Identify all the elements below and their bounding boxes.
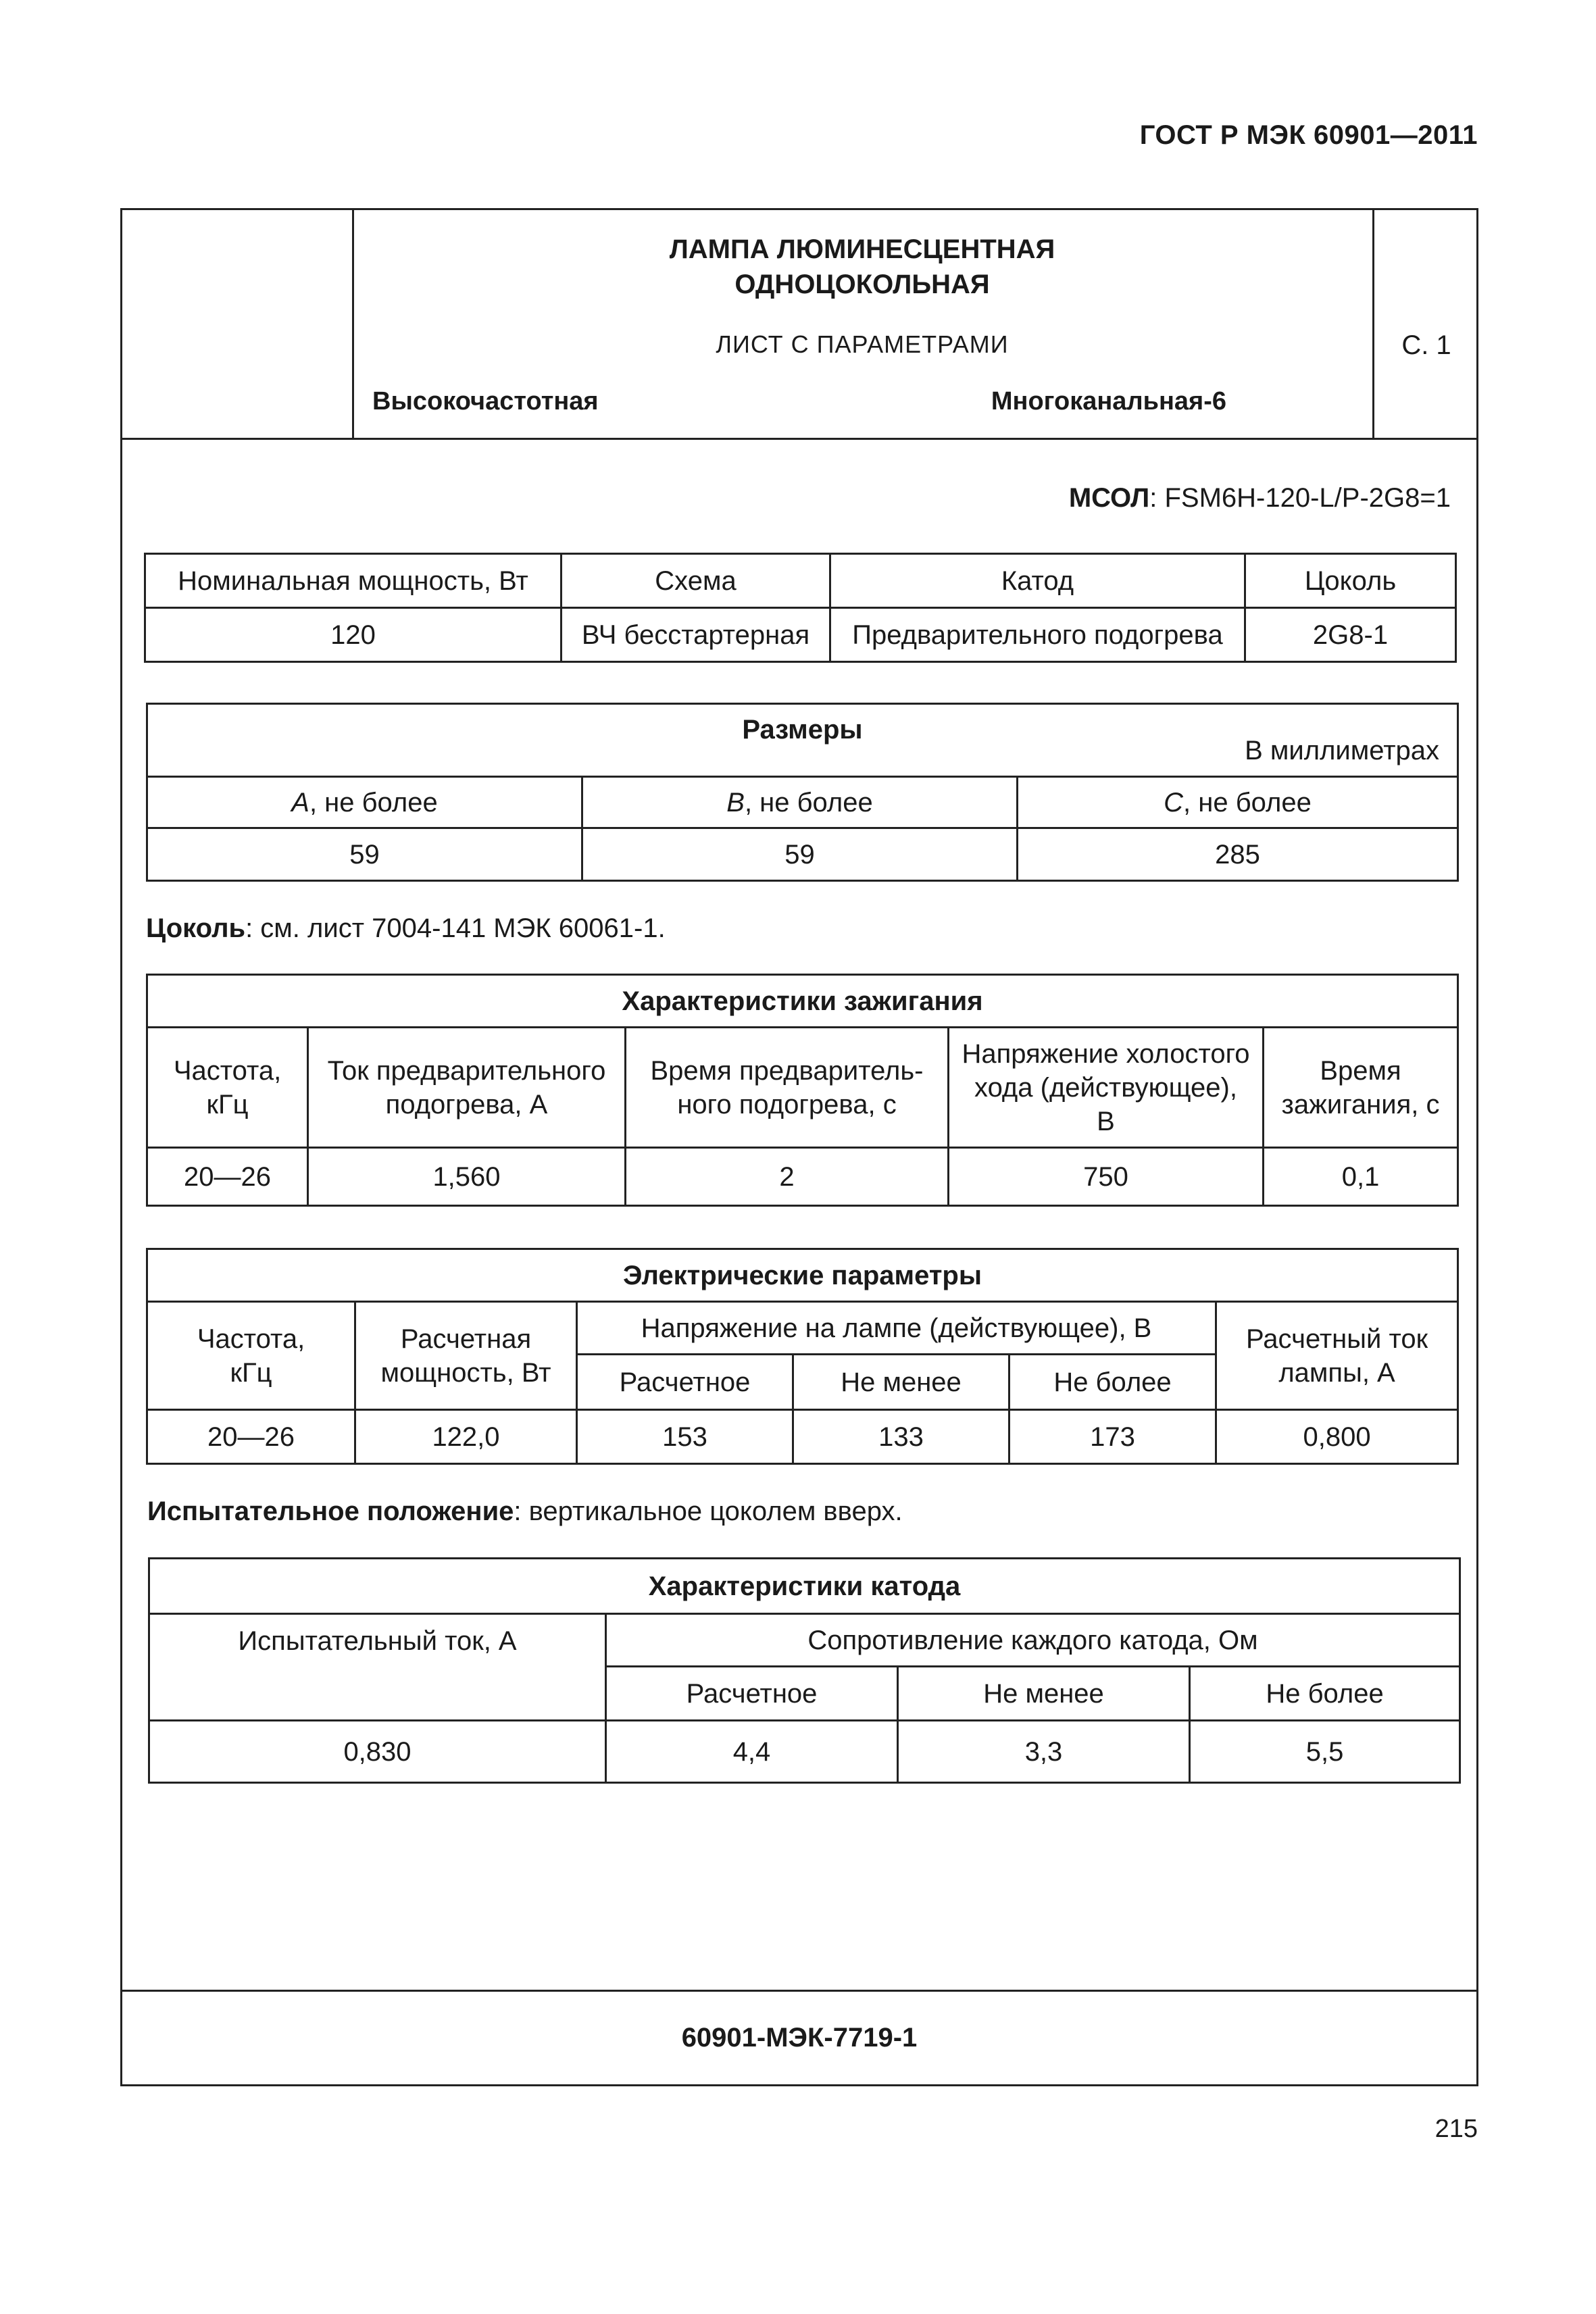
header-cell: Схема (562, 554, 830, 608)
subheader-cell: Не более (1190, 1667, 1460, 1721)
header-cell: A, не более (147, 777, 582, 828)
test-position-text: : вертикальное цоколем вверх. (514, 1496, 903, 1526)
subheader-cell: Не более (1009, 1355, 1216, 1410)
header-cell: Сопротивление каждого катода, Ом (606, 1614, 1460, 1667)
table-cell: 173 (1009, 1410, 1216, 1464)
table-row (149, 1721, 1460, 1783)
table-cell: 20—26 (147, 1148, 308, 1206)
base-note-text: : см. лист 7004-141 МЭК 60061-1. (245, 913, 666, 943)
page-number: 215 (1435, 2115, 1478, 2143)
table-header-row (147, 1302, 1458, 1355)
header-cell: Напряжение холостого хода (действующее), В (949, 1028, 1264, 1148)
table-cell: 3,3 (898, 1721, 1190, 1783)
table-cell: 20—26 (147, 1410, 355, 1464)
dimensions-title-cell (147, 704, 1458, 777)
table-header-row (145, 554, 1456, 608)
table-header-row (147, 1028, 1458, 1148)
table-cell: 285 (1018, 828, 1458, 881)
table-title-row (147, 1249, 1458, 1302)
header-cell: Ток предварительного подогрева, А (308, 1028, 626, 1148)
sheet-header (122, 210, 1476, 440)
table-header-row (149, 1614, 1460, 1667)
subheader-cell: Не менее (898, 1667, 1190, 1721)
table-cell: 1,560 (308, 1148, 626, 1206)
table-cell: 750 (949, 1148, 1264, 1206)
table-cell: 0,830 (149, 1721, 606, 1783)
ignition-title: Характеристики зажигания (147, 975, 1458, 1028)
table-cell: 5,5 (1190, 1721, 1460, 1783)
header-cell: Расчетная мощность, Вт (355, 1302, 577, 1410)
table-title-row (149, 1559, 1460, 1614)
header-cell: Номинальная мощность, Вт (145, 554, 562, 608)
table-title-row (147, 704, 1458, 777)
dimensions-unit: В миллиметрах (1245, 736, 1439, 765)
table-cell: 4,4 (606, 1721, 898, 1783)
header-cell: Катод (830, 554, 1245, 608)
table-row (147, 1148, 1458, 1206)
table-cell: ВЧ бесстартерная (562, 608, 830, 662)
table-title-row (147, 975, 1458, 1028)
header-cell: Цоколь (1245, 554, 1456, 608)
header-cell: Частота, кГц (147, 1028, 308, 1148)
mcol-value: : FSM6H-120-L/P-2G8=1 (1149, 483, 1451, 513)
footer-code: 60901-МЭК-7719-1 (681, 2023, 918, 2053)
table-cell: 122,0 (355, 1410, 577, 1464)
electrical-title: Электрические параметры (147, 1249, 1458, 1302)
table-cell: 120 (145, 608, 562, 662)
test-position-note (147, 1496, 903, 1527)
subheader-cell: Не менее (793, 1355, 1009, 1410)
header-cell: Частота, кГц (147, 1302, 355, 1410)
subheader-cell: Расчетное (577, 1355, 793, 1410)
header-cell: Время предваритель- ного подогрева, с (626, 1028, 949, 1148)
table-row (145, 608, 1456, 662)
header-cell: Расчетный ток лампы, А (1216, 1302, 1458, 1410)
electrical-table (146, 1248, 1459, 1465)
sheet-title: ЛАМПА ЛЮМИНЕСЦЕНТНАЯ ОДНОЦОКОЛЬНАЯ (669, 234, 1055, 299)
test-position-label: Испытательное положение (147, 1496, 514, 1526)
sheet-footer (122, 1990, 1476, 2084)
cathode-title: Характеристики катода (149, 1559, 1460, 1614)
header-divider-right (1372, 210, 1374, 438)
table-cell: 0,1 (1264, 1148, 1458, 1206)
table-cell: Предварительного подогрева (830, 608, 1245, 662)
header-cell: Испытательный ток, А (149, 1614, 606, 1721)
table-cell: 133 (793, 1410, 1009, 1464)
mcol-line (1069, 483, 1451, 513)
subheader-cell: Расчетное (606, 1667, 898, 1721)
table-row (147, 828, 1458, 881)
lamp-type-left: Высокочастотная (372, 387, 599, 416)
table-cell: 0,800 (1216, 1410, 1458, 1464)
header-cell: Время зажигания, с (1264, 1028, 1458, 1148)
table-cell: 59 (582, 828, 1018, 881)
mcol-label: МСОЛ (1068, 483, 1150, 513)
main-parameters-table (144, 553, 1457, 663)
table-cell: 2 (626, 1148, 949, 1206)
ignition-table (146, 974, 1459, 1207)
table-header-row (147, 777, 1458, 828)
table-cell: 153 (577, 1410, 793, 1464)
header-cell: C, не более (1018, 777, 1458, 828)
table-row (147, 1410, 1458, 1464)
base-note-label: Цоколь (146, 913, 246, 943)
header-cell: B, не более (582, 777, 1018, 828)
lamp-type-right: Многоканальная-6 (991, 387, 1226, 416)
sheet-subtitle: ЛИСТ С ПАРАМЕТРАМИ (716, 330, 1009, 358)
sheet-page: С. 1 (1401, 330, 1451, 360)
dimensions-title: Размеры (742, 715, 863, 745)
standard-number: ГОСТ Р МЭК 60901—2011 (1139, 120, 1478, 150)
header-cell: Напряжение на лампе (действующее), В (577, 1302, 1216, 1355)
dimensions-table (146, 703, 1459, 882)
base-note (146, 913, 666, 944)
table-cell: 59 (147, 828, 582, 881)
table-cell: 2G8-1 (1245, 608, 1456, 662)
cathode-table (148, 1557, 1461, 1784)
